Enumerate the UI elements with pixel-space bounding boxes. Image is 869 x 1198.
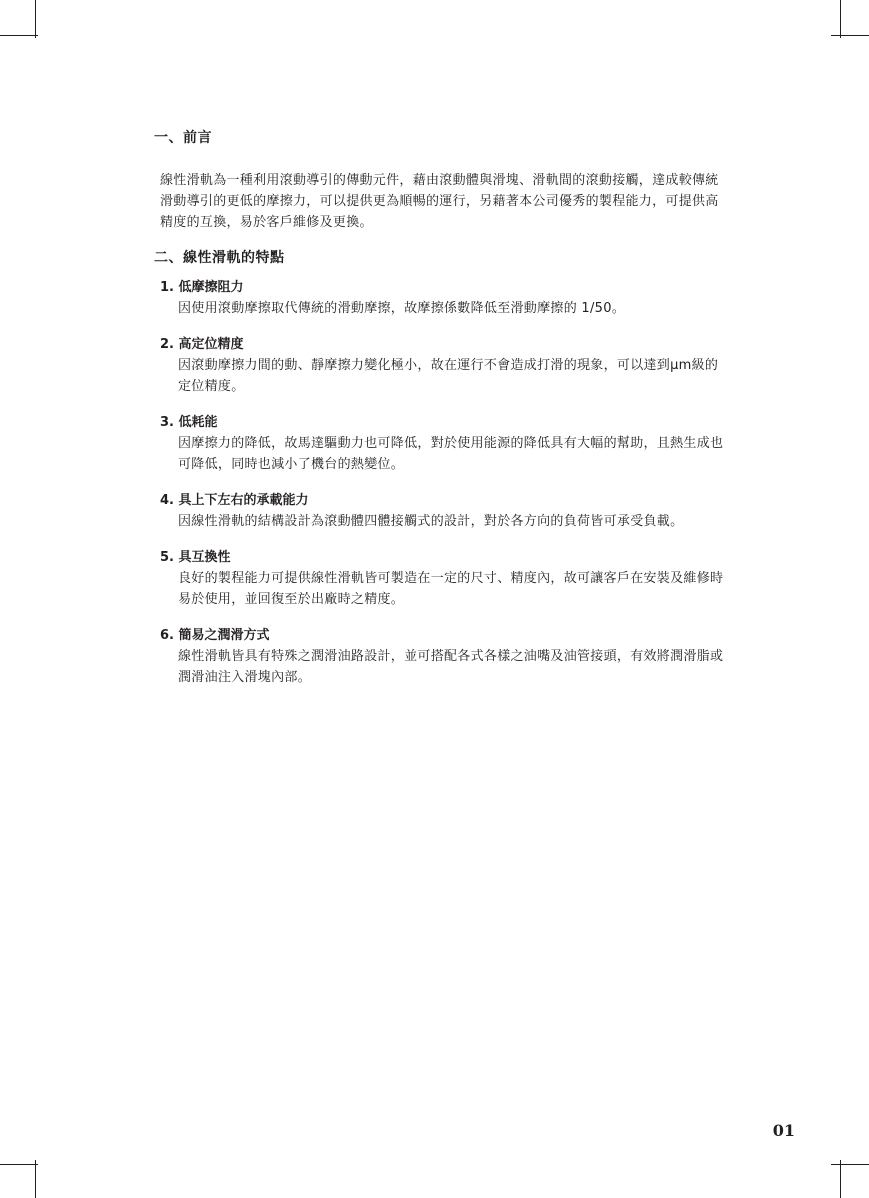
feature-item <box>154 491 724 532</box>
feature-description: 因摩擦力的降低，故馬達驅動力也可降低，對於使用能源的降低具有大幅的幫助，且熱生成也可降低，同時也減小了機台的熱變位。 <box>178 436 724 472</box>
crop-mark <box>831 35 869 36</box>
feature-description: 因使用滾動摩擦取代傳統的滑動摩擦，故摩擦係數降低至滑動摩擦的 1/50。 <box>178 301 626 316</box>
crop-mark <box>0 1164 38 1165</box>
crop-mark <box>831 1164 869 1165</box>
feature-title: 1. 低摩擦阻力 <box>160 280 244 295</box>
crop-mark <box>840 1160 841 1198</box>
section-title-features: 二、線性滑軌的特點 <box>154 250 285 266</box>
document-content <box>154 128 724 704</box>
feature-item <box>154 626 724 688</box>
feature-title: 2. 高定位精度 <box>160 337 244 352</box>
preface-paragraph: 線性滑軌為一種利用滾動導引的傳動元件，藉由滾動體與滑塊、滑軌間的滾動接觸，達成較傳統滑動導引的更低的摩擦力，可以提供更為順暢的運行，另藉著本公司優秀的製程能力，可提供高精度的互換，易於客戶維修及更換。 <box>160 173 719 230</box>
feature-description: 良好的製程能力可提供線性滑軌皆可製造在一定的尺寸、精度內，故可讓客戶在安裝及維修時易於使用，並回復至於出廠時之精度。 <box>178 571 724 607</box>
crop-mark <box>0 35 38 36</box>
feature-title: 3. 低耗能 <box>160 415 218 430</box>
feature-title: 4. 具上下左右的承載能力 <box>160 493 309 508</box>
feature-description: 因滾動摩擦力間的動、靜摩擦力變化極小，故在運行不會造成打滑的現象，可以達到μm級的定位精度。 <box>178 358 719 394</box>
feature-description: 因線性滑軌的結構設計為滾動體四體接觸式的設計，對於各方向的負荷皆可承受負載。 <box>178 514 684 529</box>
feature-item <box>154 278 724 319</box>
crop-mark <box>840 0 841 38</box>
crop-mark <box>35 0 36 38</box>
feature-title: 5. 具互換性 <box>160 550 231 565</box>
feature-item <box>154 548 724 610</box>
feature-list <box>154 278 724 688</box>
crop-mark <box>35 1160 36 1198</box>
page-number: 01 <box>772 1121 795 1140</box>
feature-item <box>154 413 724 475</box>
feature-item <box>154 335 724 397</box>
feature-description: 線性滑軌皆具有特殊之潤滑油路設計，並可搭配各式各樣之油嘴及油管接頭，有效將潤滑脂或潤滑油注入滑塊內部。 <box>178 649 724 685</box>
feature-title: 6. 簡易之潤滑方式 <box>160 628 270 643</box>
section-title-preface: 一、前言 <box>154 130 212 146</box>
